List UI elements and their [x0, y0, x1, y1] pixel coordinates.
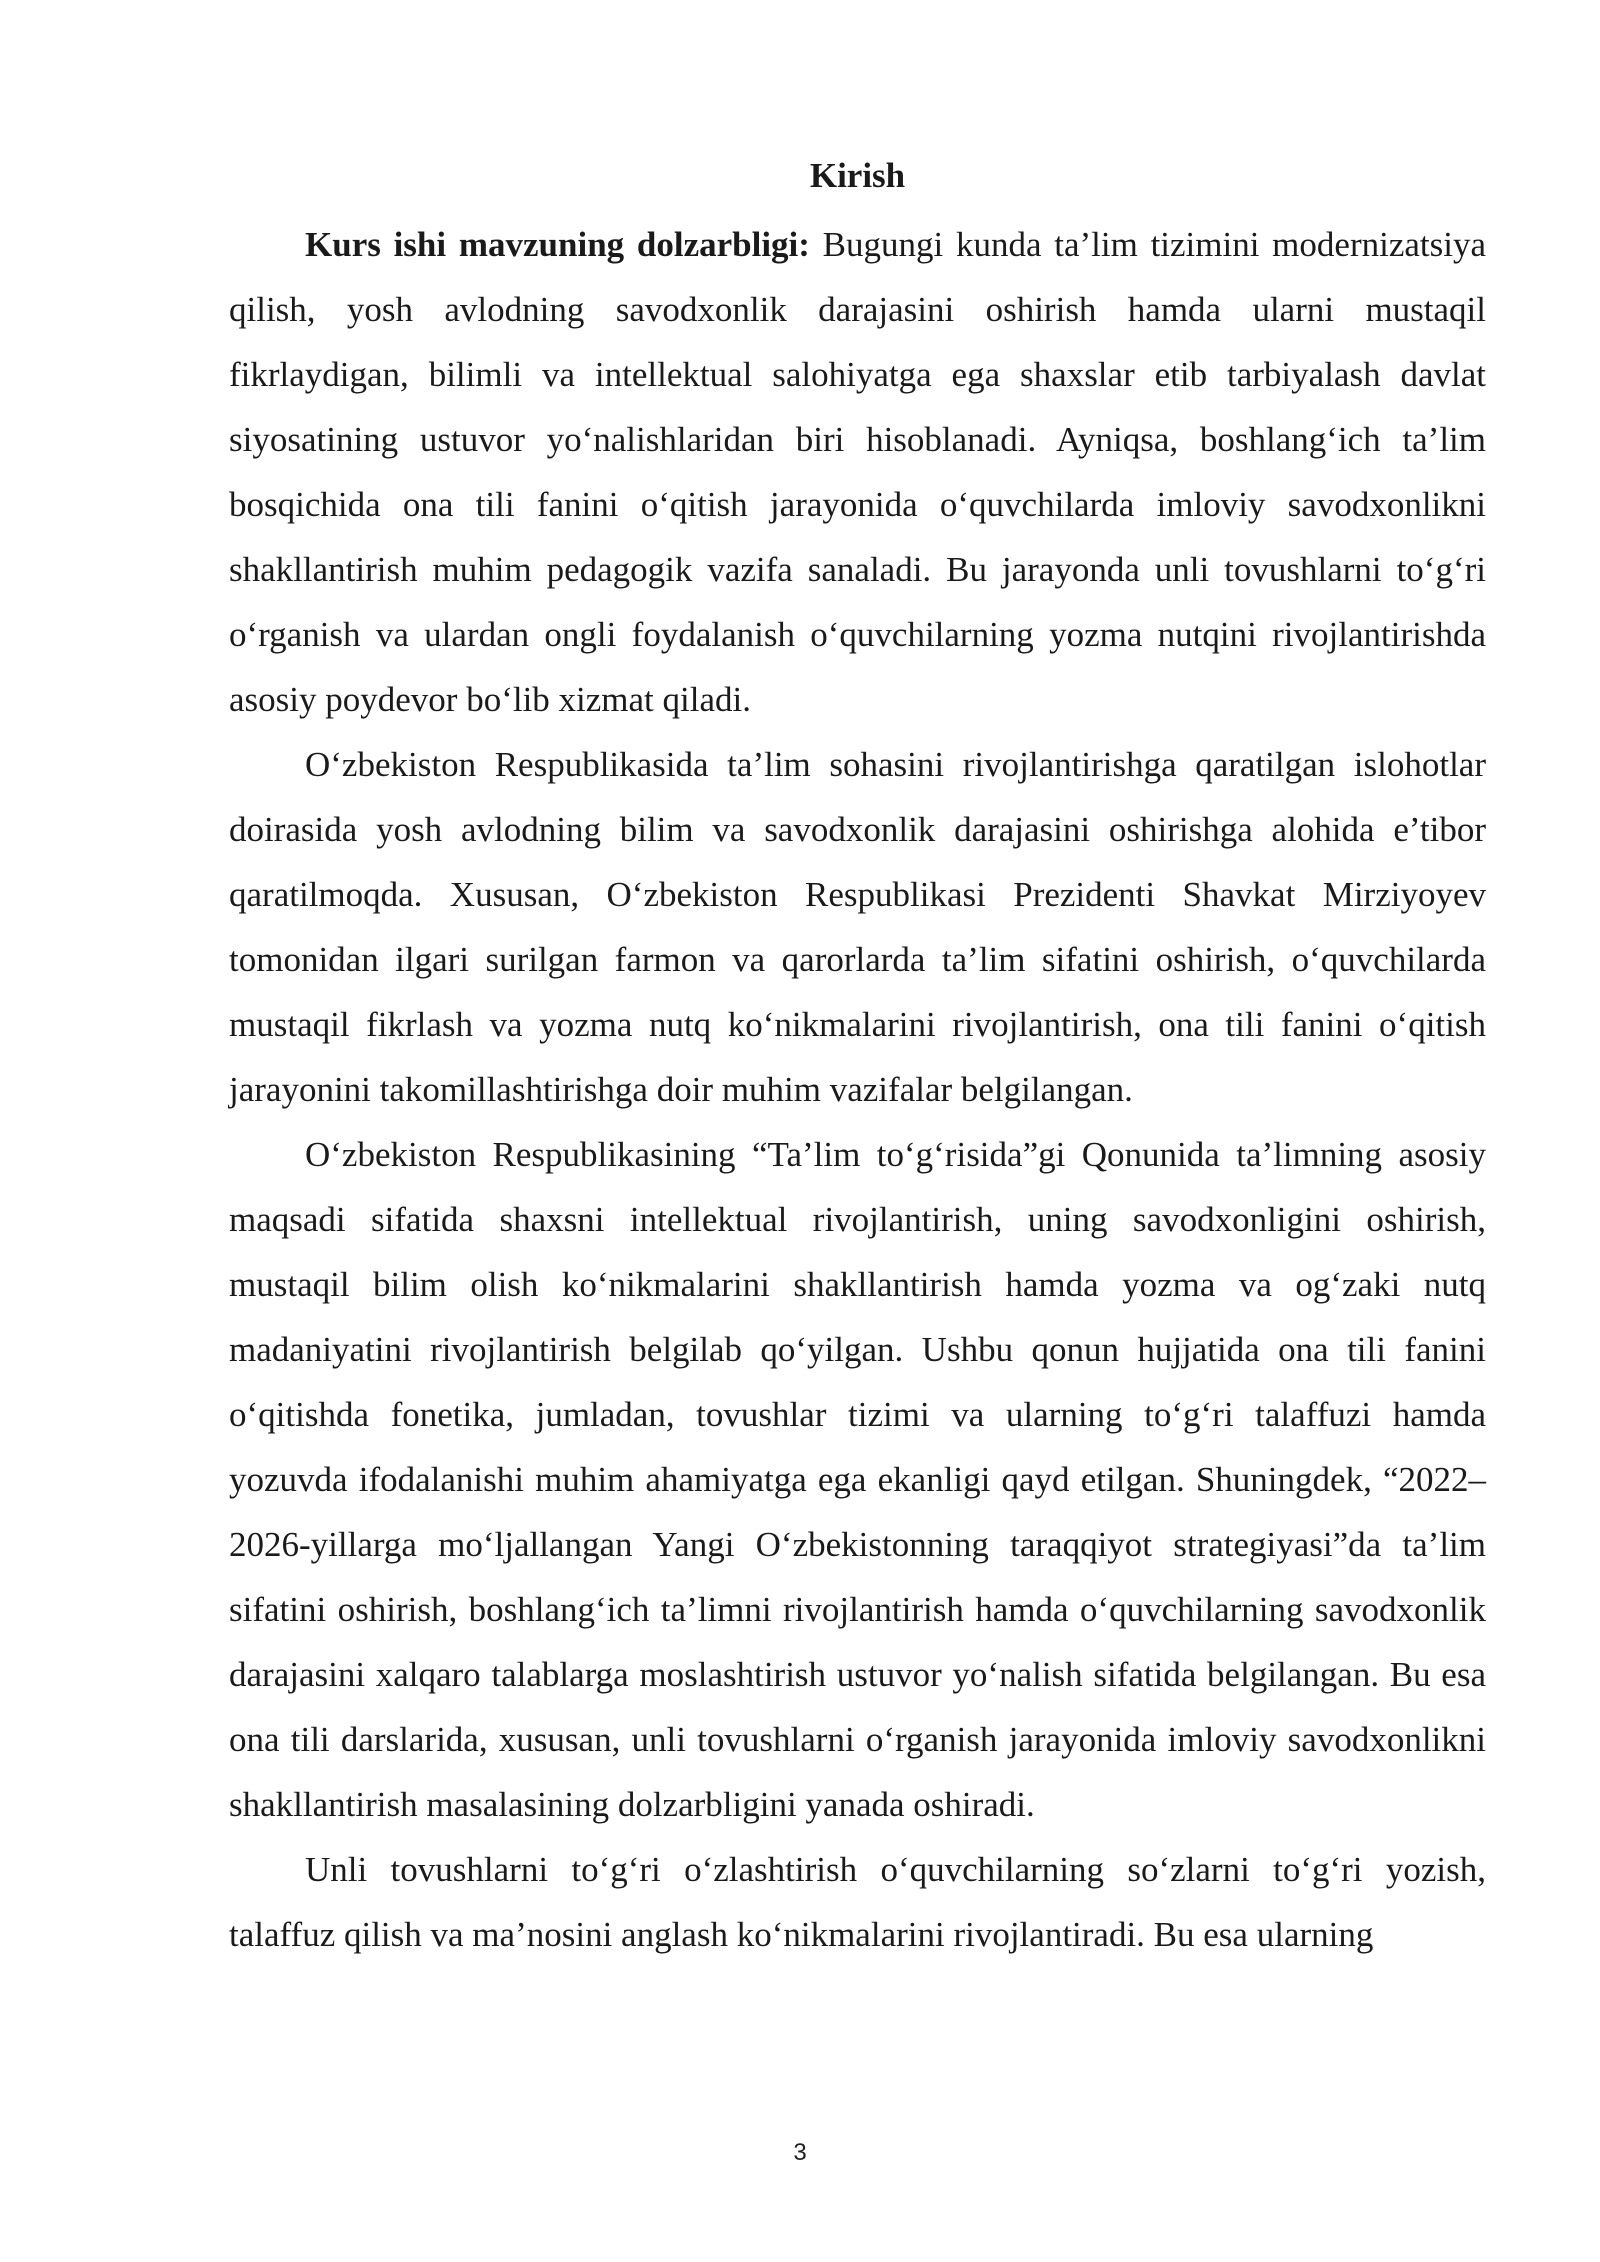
paragraph-education-law: [229, 1122, 1486, 1837]
page-content: [229, 148, 1486, 1967]
section-heading: Kirish: [809, 156, 906, 195]
paragraph-text: O‘zbekiston Respublikasining “Ta’lim to‘g‘risida”gi Qonunida ta’limning asosiy maqsadi sifatida shaxsni intellektual rivojlantirish, uning savodxonligini oshirish, mustaqil bilim olish ko‘nikmalarini shakllantirish hamda yozma va og‘zaki nutq madaniyatini rivojlantirish belgilab qo‘yilgan. Ushbu qonun hujjatida ona tili fanini o‘qitishda fonetika, jumladan, tovushlar tizimi va ularning to‘g‘ri talaffuzi hamda yozuvda ifodalanishi muhim ahamiyatga ega ekanligi qayd etilgan. Shuningdek, “2022–2026-yillarga mo‘ljallangan Yangi O‘zbekistonning taraqqiyot strategiyasi”da ta’lim sifatini oshirish, boshlang‘ich ta’limni rivojlantirish hamda o‘quvchilarning savodxonlik darajasini xalqaro talablarga moslashtirish ustuvor yo‘nalish sifatida belgilangan. Bu esa ona tili darslarida, xususan, unli tovushlarni o‘rganish jarayonida imloviy savodxonlikni shakllantirish masalasining dolzarbligini yanada oshiradi.: [229, 1135, 1486, 1824]
paragraph-text: Unli tovushlarni to‘g‘ri o‘zlashtirish o‘quvchilarning so‘zlarni to‘g‘ri yozish, talaffuz qilish va ma’nosini anglash ko‘nikmalarini rivojlantiradi. Bu esa ularning: [229, 1850, 1486, 1954]
paragraph-text: O‘zbekiston Respublikasida ta’lim sohasini rivojlantirishga qaratilgan islohotlar doirasida yosh avlodning bilim va savodxonlik darajasini oshirishga alohida e’tibor qaratilmoqda. Xususan, O‘zbekiston Respublikasi Prezidenti Shavkat Mirziyoyev tomonidan ilgari surilgan farmon va qarorlarda ta’lim sifatini oshirish, o‘quvchilarda mustaqil fikrlash va yozma nutq ko‘nikmalarini rivojlantirish, ona tili fanini o‘qitish jarayonini takomillashtirishga doir muhim vazifalar belgilangan.: [229, 745, 1486, 1109]
paragraph-lead: Kurs ishi mavzuning dolzarbligi:: [305, 225, 810, 264]
paragraph-relevance: [229, 212, 1486, 732]
page-number: 3: [793, 2139, 807, 2166]
paragraph-vowels: [229, 1837, 1486, 1967]
paragraph-reforms: [229, 732, 1486, 1122]
paragraph-text: Bugungi kunda ta’lim tizimini modernizatsiya qilish, yosh avlodning savodxonlik darajasini oshirish hamda ularni mustaqil fikrlaydigan, bilimli va intellektual salohiyatga ega shaxslar etib tarbiyalash davlat siyosatining ustuvor yo‘nalishlaridan biri hisoblanadi. Ayniqsa, boshlang‘ich ta’lim bosqichida ona tili fanini o‘qitish jarayonida o‘quvchilarda imloviy savodxonlikni shakllantirish muhim pedagogik vazifa sanaladi. Bu jarayonda unli tovushlarni to‘g‘ri o‘rganish va ulardan ongli foydalanish o‘quvchilarning yozma nutqini rivojlantirishda asosiy poydevor bo‘lib xizmat qiladi.: [229, 225, 1486, 719]
